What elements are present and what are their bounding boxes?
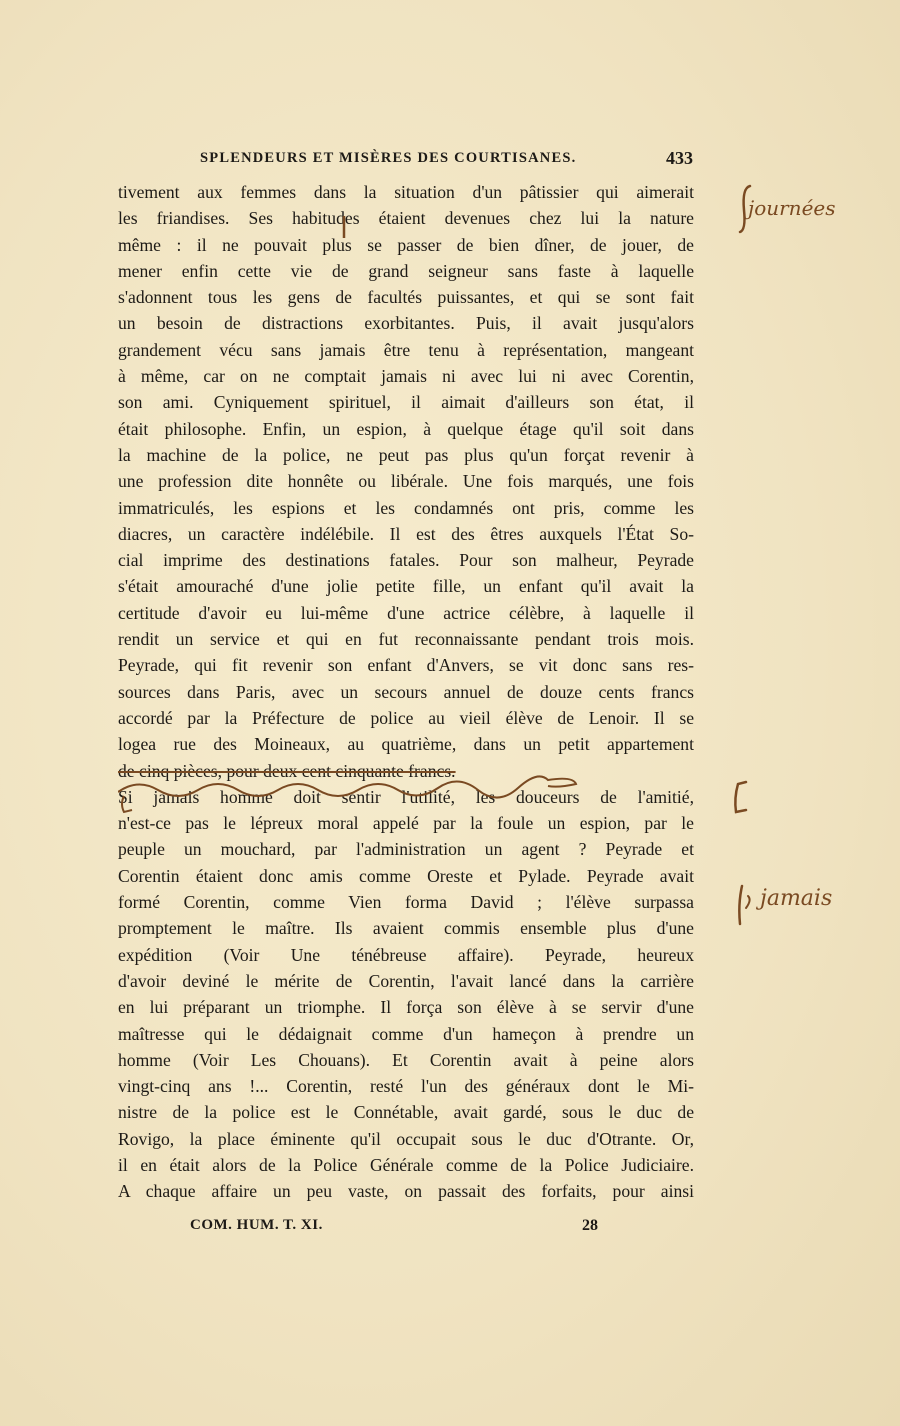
text-line: maîtresse qui le dédaignait comme d'un hameçon à prendre un (118, 1023, 694, 1044)
text-line: nistre de la police est le Connétable, avait gardé, sous le duc de (118, 1102, 694, 1123)
text-line: formé Corentin, comme Vien forma David ; l'élève surpassa (118, 892, 694, 913)
text-line: accordé par la Préfecture de police au vieil élève de Lenoir. Il se (118, 707, 694, 728)
text-line: Rovigo, la place éminente qu'il occupait sous le duc d'Otrante. Or, (118, 1128, 694, 1149)
strikethrough-scribble-icon (118, 772, 588, 816)
text-line: vingt-cinq ans !... Corentin, resté l'un des généraux dont le Mi- (118, 1076, 694, 1097)
text-line: un besoin de distractions exorbitantes. Puis, il avait jusqu'alors (118, 313, 694, 334)
text-line: Peyrade, qui fit revenir son enfant d'Anvers, se vit donc sans res- (118, 655, 694, 676)
text-line: promptement le maître. Ils avaient commis ensemble plus d'une (118, 918, 694, 939)
text-line: expédition (Voir Une ténébreuse affaire). Peyrade, heureux (118, 944, 694, 965)
text-line: la machine de la police, ne peut pas plus qu'un forçat revenir à (118, 444, 694, 465)
text-line: certitude d'avoir eu lui-même d'une actrice célèbre, à laquelle il (118, 602, 694, 623)
text-line: tivement aux femmes dans la situation d'un pâtissier qui aimerait (118, 182, 694, 202)
text-line: n'est-ce pas le lépreux moral appelé par la foule un espion, par le (118, 813, 694, 834)
text-line: d'avoir deviné le mérite de Corentin, l'avait lancé dans la carrière (118, 970, 694, 991)
signature-mark: COM. HUM. T. XI. (190, 1217, 323, 1233)
margin-note-correction: jamais (760, 886, 833, 911)
text-line: même : il ne pouvait plus se passer de bien dîner, de jouer, de (118, 234, 694, 255)
text-line: il en était alors de la Police Générale comme de la Police Judiciaire. (118, 1154, 694, 1175)
caret-mark-icon (340, 214, 348, 240)
correction-slash-icon (728, 878, 758, 930)
text-line: rendit un service et qui en fut reconnaissante pendant trois mois. (118, 629, 694, 650)
body-text (118, 179, 694, 1205)
text-line: les friandises. Ses habitudes étaient devenues chez lui la nature (118, 208, 694, 229)
new-paragraph-bracket-icon (730, 778, 752, 818)
text-line: en lui préparant un triomphe. Il força son élève à se servir d'une (118, 997, 694, 1018)
sheet-number: 28 (582, 1217, 598, 1234)
text-line: s'était amouraché d'une jolie petite fille, un enfant qu'il avait la (118, 576, 694, 597)
page-number: 433 (666, 148, 693, 168)
text-line: peuple un mouchard, par l'administration un agent ? Peyrade et (118, 839, 694, 860)
text-line: s'adonnent tous les gens de facultés puissantes, et qui se sont fait (118, 287, 694, 308)
text-line: son ami. Cyniquement spirituel, il aimait d'ailleurs son état, il (118, 392, 694, 413)
text-line: A chaque affaire un peu vaste, on passait des forfaits, pour ainsi (118, 1181, 694, 1202)
page-footer (190, 1217, 620, 1241)
text-line: était philosophe. Enfin, un espion, à quelque étage qu'il soit dans (118, 418, 694, 439)
text-line: Corentin étaient donc amis comme Oreste et Pylade. Peyrade avait (118, 865, 694, 886)
text-line: diacres, un caractère indélébile. Il est des êtres auxquels l'État So- (118, 523, 694, 544)
text-line: logea rue des Moineaux, au quatrième, dans un petit appartement (118, 734, 694, 755)
struck-text-line: de cinq pièces, pour deux cent cinquante francs. (118, 760, 456, 781)
text-line: Si jamais homme doit sentir l'utilité, les douceurs de l'amitié, (118, 786, 694, 807)
text-line: homme (Voir Les Chouans). Et Corentin avait à peine alors (118, 1049, 694, 1070)
text-line: une profession dite honnête ou libérale. Une fois marqués, une fois (118, 471, 694, 492)
margin-note-correction: journées (748, 196, 836, 220)
text-line: grandement vécu sans jamais être tenu à représentation, mangeant (118, 339, 694, 360)
text-line: à même, car on ne comptait jamais ni avec lui ni avec Corentin, (118, 366, 694, 387)
text-line: immatriculés, les espions et les condamnés ont pris, comme les (118, 497, 694, 518)
text-line: sources dans Paris, avec un secours annuel de douze cents francs (118, 681, 694, 702)
text-line: cial imprime des destinations fatales. Pour son malheur, Peyrade (118, 550, 694, 571)
running-title: SPLENDEURS ET MISÈRES DES COURTISANES. (200, 150, 577, 166)
page-header (200, 148, 693, 172)
text-line: mener enfin cette vie de grand seigneur sans faste à laquelle (118, 260, 694, 281)
